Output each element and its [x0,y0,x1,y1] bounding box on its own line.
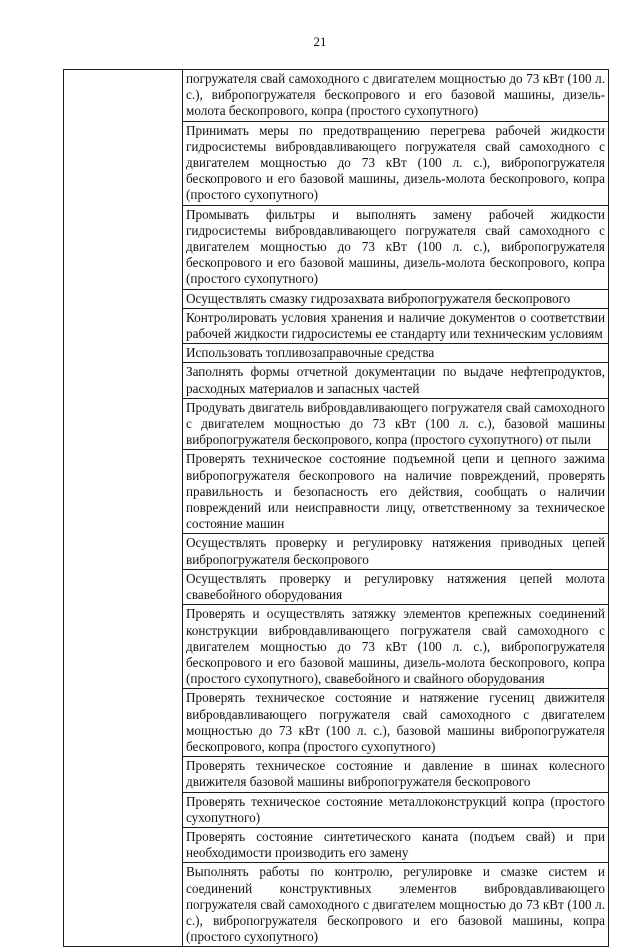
table-row [64,70,609,122]
table-cell [183,289,609,308]
table-cell [183,689,609,757]
cell-text: Проверять техническое состояние и давление в шинах колесного движителя базовой машины вибропогружателя бескопрового [186,758,605,790]
cell-text: Промывать фильтры и выполнять замену рабочей жидкости гидросистемы вибровдавливающего погружателя свай самоходного с двигателем мощностью до 73 кВт (100 л. с.), вибропогружателя бескопрового и его базовой машины, дизель-молота бескопрового, копра (простого сухопутного) [186,206,605,287]
cell-text: Контролировать условия хранения и наличие документов о соответствии рабочей жидкости гидросистемы ее стандарту или техническим условиям [186,309,605,342]
table-cell [183,534,609,569]
table-cell [183,308,609,343]
cell-text: Проверять и осуществлять затяжку элементов крепежных соединений конструкции вибровдавливающего погружателя свай самоходного с двигателем мощностью до 73 кВт (100 л. с.), вибропогружателя бескопрового и его базовой машины, дизель-молота бескопрового, копра (простого сухопутного), свавебойного и свайного оборудования [186,606,605,687]
table-cell [183,450,609,534]
table-cell [183,605,609,689]
cell-text: Использовать топливозаправочные средства [186,345,435,361]
cell-text: Проверять состояние синтетического каната (подъем свай) и при необходимости производить его замену [186,828,605,861]
labor-functions-table [63,69,609,947]
table-cell [183,121,609,205]
table-cell [183,70,609,122]
cell-text: Принимать меры по предотвращению перегрева рабочей жидкости гидросистемы вибровдавливающего погружателя свай самоходного с двигателем мощностью до 73 кВт (100 л. с.), вибропогружателя бескопрового и его базовой машины, дизель-молота бескопрового, копра (простого сухопутного) [186,122,605,203]
table-cell [183,827,609,862]
table-cell [183,863,609,947]
cell-text: Выполнять работы по контролю, регулировке и смазке систем и соединений конструктивных элементов вибровдавливающего погружателя свай самоходного с двигателем мощностью до 73 кВт (100 л. с.), вибропогружателя бескопрового и его базовой машины, копра (простого сухопутного) [186,864,605,945]
table-cell [183,205,609,289]
cell-text: погружателя свай самоходного с двигателем мощностью до 73 кВт (100 л. с.), вибропогружателя бескопрового и его базовой машины, дизель-молота бескопрового, копра (простого сухопутного) [186,71,605,119]
cell-text: Продувать двигатель вибровдавливающего погружателя свай самоходного с двигателем мощностью до 73 кВт (100 л. с.), базовой машины вибропогружателя бескопрового, копра (простого сухопутного) от пыли [186,399,605,448]
cell-text: Заполнять формы отчетной документации по выдаче нефтепродуктов, расходных материалов и запасных частей [186,364,605,396]
cell-text: Проверять техническое состояние подъемной цепи и цепного зажима вибропогружателя бескопрового на наличие повреждений, проверять правильность и безопасность его действия, сообщать о наличии повреждений или неисправности лицу, ответственному за техническое состояние машин [186,451,605,532]
table-cell [183,398,609,450]
table-cell [183,569,609,604]
table-cell [183,344,609,363]
table-cell [183,363,609,398]
cell-text: Осуществлять проверку и регулировку натяжения приводных цепей вибропогружателя бескопрового [186,535,605,567]
cell-text: Осуществлять проверку и регулировку натяжения цепей молота свавебойного оборудования [186,570,605,603]
cell-text: Проверять техническое состояние и натяжение гусениц движителя вибровдавливающего погружателя свай самоходного с двигателем мощностью до 73 кВт (100 л. с.), базовой машины вибропогружателя бескопрового, копра (простого сухопутного) [186,690,605,754]
table-cell [183,757,609,792]
empty-left-column-cell [64,70,183,947]
page-number: 21 [313,34,327,49]
table-cell [183,792,609,827]
cell-text: Осуществлять смазку гидрозахвата вибропогружателя бескопрового [186,290,571,306]
cell-text: Проверять техническое состояние металлоконструкций копра (простого сухопутного) [186,793,605,825]
